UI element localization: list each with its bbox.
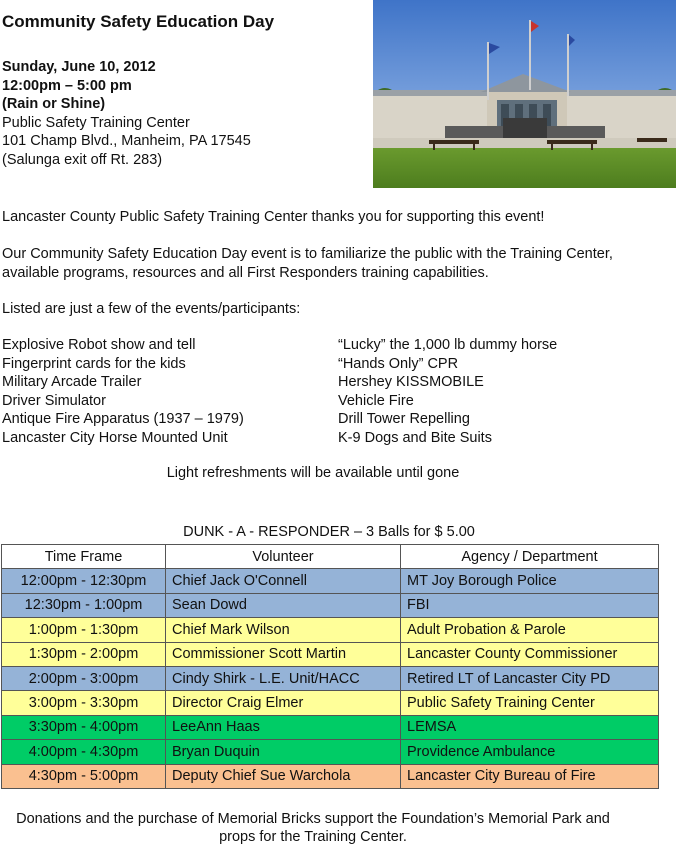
event-item: Explosive Robot show and tell <box>2 337 196 353</box>
event-item: K-9 Dogs and Bite Suits <box>338 429 492 446</box>
event-item: Fingerprint cards for the kids <box>2 355 186 372</box>
venue-name: Public Safety Training Center <box>2 114 190 131</box>
table-row <box>2 642 659 666</box>
cell-time: 3:30pm - 4:00pm <box>2 715 166 739</box>
cell-agency: MT Joy Borough Police <box>401 569 659 593</box>
dunk-schedule-table <box>1 544 659 789</box>
cell-time: 12:00pm - 12:30pm <box>2 569 166 593</box>
column-header-time: Time Frame <box>2 545 166 569</box>
event-item: “Hands Only” CPR <box>338 355 459 372</box>
listed-intro: Listed are just a few of the events/participants: <box>2 301 301 317</box>
table-row <box>2 740 659 764</box>
page-title: Community Safety Education Day <box>2 12 275 31</box>
cell-agency: Retired LT of Lancaster City PD <box>401 666 659 690</box>
thanks-text: Lancaster County Public Safety Training Center thanks you for supporting this event! <box>2 209 545 225</box>
cell-time: 1:30pm - 2:00pm <box>2 642 166 666</box>
table-row <box>2 715 659 739</box>
cell-time: 12:30pm - 1:00pm <box>2 593 166 617</box>
venue-directions: (Salunga exit off Rt. 283) <box>2 151 163 168</box>
cell-volunteer: LeeAnn Haas <box>166 715 401 739</box>
event-item: Lancaster City Horse Mounted Unit <box>2 429 228 446</box>
cell-volunteer: Chief Mark Wilson <box>166 618 401 642</box>
cell-time: 4:00pm - 4:30pm <box>2 740 166 764</box>
event-item: Military Arcade Trailer <box>2 374 142 390</box>
cell-agency: Public Safety Training Center <box>401 691 659 715</box>
cell-agency: FBI <box>401 593 659 617</box>
cell-volunteer: Cindy Shirk - L.E. Unit/HACC <box>166 666 401 690</box>
events-right-column <box>338 336 557 447</box>
cell-time: 4:30pm - 5:00pm <box>2 764 166 788</box>
table-row <box>2 593 659 617</box>
column-header-agency: Agency / Department <box>401 545 659 569</box>
cell-agency: Adult Probation & Parole <box>401 618 659 642</box>
cell-agency: Providence Ambulance <box>401 740 659 764</box>
refreshments-note: Light refreshments will be available until gone <box>166 465 460 481</box>
table-row <box>2 764 659 788</box>
cell-time: 1:00pm - 1:30pm <box>2 618 166 642</box>
cell-time: 3:00pm - 3:30pm <box>2 691 166 715</box>
column-header-volunteer: Volunteer <box>166 545 401 569</box>
event-item: Antique Fire Apparatus (1937 – 1979) <box>2 411 244 427</box>
cell-time: 2:00pm - 3:00pm <box>2 666 166 690</box>
weather-note: (Rain or Shine) <box>2 96 106 112</box>
event-info <box>2 58 251 169</box>
table-row <box>2 691 659 715</box>
cell-agency: LEMSA <box>401 715 659 739</box>
cell-agency: Lancaster County Commissioner <box>401 642 659 666</box>
footer-note: Donations and the purchase of Memorial Bricks support the Foundation’s Memorial Park and props for the Training Center. <box>16 811 610 845</box>
cell-agency: Lancaster City Bureau of Fire <box>401 764 659 788</box>
table-header-row <box>2 545 659 569</box>
events-left-column <box>2 336 244 447</box>
table-row <box>2 618 659 642</box>
cell-volunteer: Sean Dowd <box>166 593 401 617</box>
venue-address: 101 Champ Blvd., Manheim, PA 17545 <box>2 133 251 149</box>
cell-volunteer: Bryan Duquin <box>166 740 401 764</box>
event-date: Sunday, June 10, 2012 <box>2 59 156 75</box>
table-row <box>2 666 659 690</box>
dunk-title: DUNK - A - RESPONDER – 3 Balls for $ 5.00 <box>183 524 475 540</box>
event-item: Vehicle Fire <box>338 392 414 409</box>
event-item: Drill Tower Repelling <box>338 411 470 427</box>
cell-volunteer: Deputy Chief Sue Warchola <box>166 764 401 788</box>
purpose-text: Our Community Safety Education Day event is to familiarize the public with the Training Center, available programs, resources and all First Responders training capabilities. <box>2 246 613 281</box>
event-item: Hershey KISSMOBILE <box>338 374 484 390</box>
cell-volunteer: Director Craig Elmer <box>166 691 401 715</box>
cell-volunteer: Chief Jack O'Connell <box>166 569 401 593</box>
training-center-photo <box>373 0 676 188</box>
event-item: “Lucky” the 1,000 lb dummy horse <box>338 337 558 353</box>
event-time: 12:00pm – 5:00 pm <box>2 77 132 94</box>
table-row <box>2 569 659 593</box>
cell-volunteer: Commissioner Scott Martin <box>166 642 401 666</box>
training-center-photo-illustration <box>373 0 676 188</box>
event-item: Driver Simulator <box>2 392 106 409</box>
